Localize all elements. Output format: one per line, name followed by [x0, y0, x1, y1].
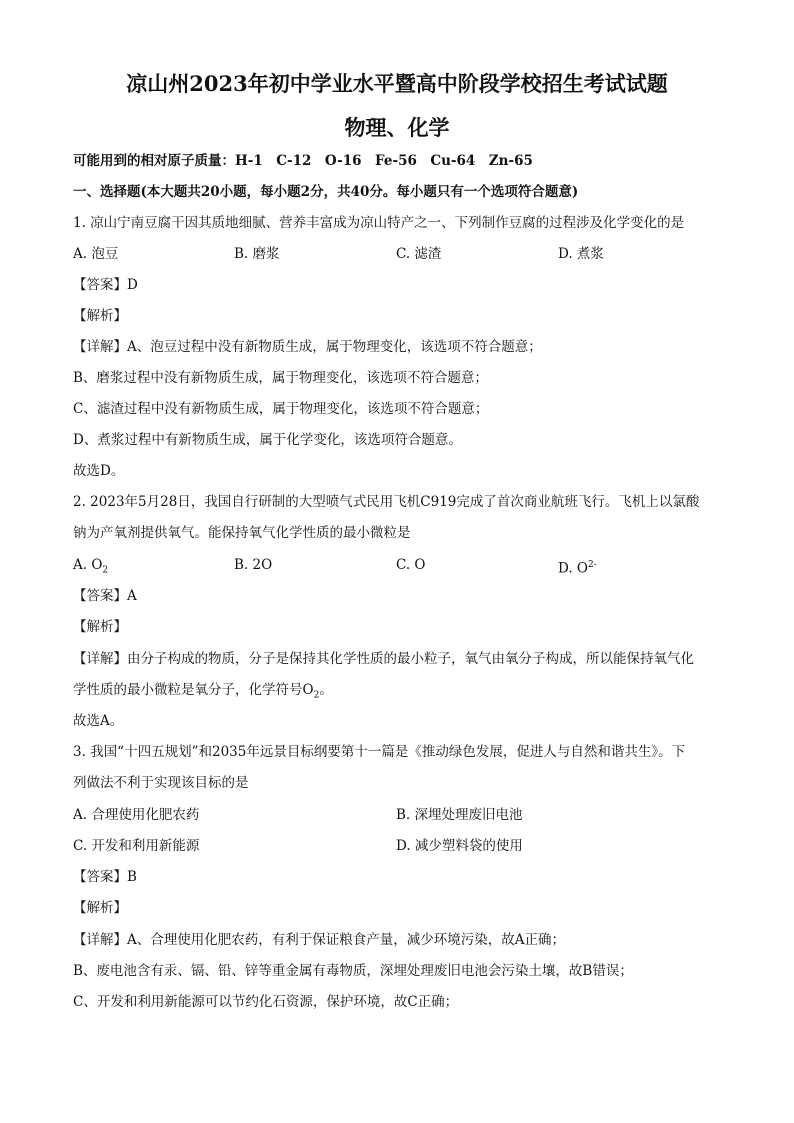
q1-option-d: D. 煮浆	[558, 246, 604, 262]
q2-option-c: C. O	[396, 557, 426, 573]
q1-detail-d: D、煮浆过程中有新物质生成，属于化学变化，该选项符合题意。	[73, 432, 462, 448]
q3-answer: 【答案】B	[73, 869, 137, 885]
q2-detail-line2-sub: 2	[313, 690, 320, 701]
q1-conclusion: 故选D。	[73, 463, 125, 479]
q1-detail-c: C、滤渣过程中没有新物质生成，属于物理变化，该选项不符合题意；	[73, 401, 489, 417]
q2-option-d-sup: 2-	[588, 560, 597, 570]
q2-option-b: B. 2O	[234, 557, 273, 573]
q2-stem-line1: 2. 2023年5月28日，我国自行研制的大型喷气式民用飞机C919完成了首次商业航班飞行。飞机上以氯酸	[73, 494, 700, 510]
q1-answer: 【答案】D	[73, 277, 138, 293]
q3-stem-line2: 列做法不利于实现该目标的是	[73, 775, 249, 791]
q3-stem-line1: 3. 我国“十四五规划”和2035年远景目标纲要第十一篇是《推动绿色发展，促进人与自然和谐共生》。下	[73, 744, 686, 760]
q2-detail-line2	[73, 681, 333, 705]
q2-detail-line2-text: 学性质的最小微粒是氧分子，化学符号O	[73, 682, 314, 698]
q1-detail-a: 【详解】A、泡豆过程中没有新物质生成，属于物理变化，该选项不符合题意；	[73, 339, 542, 355]
q1-analysis-label: 【解析】	[73, 308, 127, 324]
q3-detail-c: C、开发和利用新能源可以节约化石资源，保护环境，故C正确；	[73, 994, 459, 1010]
q2-conclusion: 故选A。	[73, 713, 124, 729]
q3-option-a: A. 合理使用化肥农药	[73, 807, 200, 823]
q3-option-d: D. 减少塑料袋的使用	[396, 838, 523, 854]
section-heading: 一、选择题(本大题共20小题，每小题2分，共40分。每小题只有一个选项符合题意)	[73, 184, 579, 200]
q1-option-a: A. 泡豆	[73, 246, 119, 262]
q2-analysis-label: 【解析】	[73, 619, 127, 635]
q3-option-b: B. 深埋处理废旧电池	[396, 807, 523, 823]
q1-detail-b: B、磨浆过程中没有新物质生成，属于物理变化，该选项不符合题意；	[73, 370, 488, 386]
q2-option-d	[558, 556, 597, 578]
q3-option-c: C. 开发和利用新能源	[73, 838, 200, 854]
q2-option-a-text: A. O	[73, 557, 103, 573]
q2-option-d-text: D. O	[558, 560, 588, 577]
q2-detail-line2-end: 。	[319, 682, 333, 698]
exam-subtitle: 物理、化学	[344, 115, 450, 140]
exam-title: 凉山州2023年初中学业水平暨高中阶段学校招生考试试题	[126, 71, 668, 96]
q1-stem: 1. 凉山宁南豆腐干因其质地细腻、营养丰富成为凉山特产之一、下列制作豆腐的过程涉及化学变化的是	[73, 215, 685, 231]
q2-answer: 【答案】A	[73, 588, 137, 604]
q2-stem-line2: 钠为产氧剂提供氧气。能保持氧气化学性质的最小微粒是	[73, 525, 411, 541]
q3-analysis-label: 【解析】	[73, 900, 127, 916]
q3-detail-a: 【详解】A、合理使用化肥农药，有利于保证粮食产量，减少环境污染，故A正确；	[73, 932, 565, 948]
q1-option-c: C. 滤渣	[396, 246, 442, 262]
q2-option-a-sub: 2	[102, 565, 109, 576]
q1-option-b: B. 磨浆	[234, 246, 280, 262]
atomic-masses: 可能用到的相对原子质量：H-1 C-12 O-16 Fe-56 Cu-64 Zn-65	[73, 153, 533, 169]
q2-detail-line1: 【详解】由分子构成的物质，分子是保持其化学性质的最小粒子，氧气由氧分子构成，所以能保持氧气化	[73, 651, 694, 667]
q2-option-a	[73, 556, 108, 580]
q3-detail-b: B、废电池含有汞、镉、铅、锌等重金属有毒物质，深埋处理废旧电池会污染土壤，故B错误；	[73, 963, 633, 979]
